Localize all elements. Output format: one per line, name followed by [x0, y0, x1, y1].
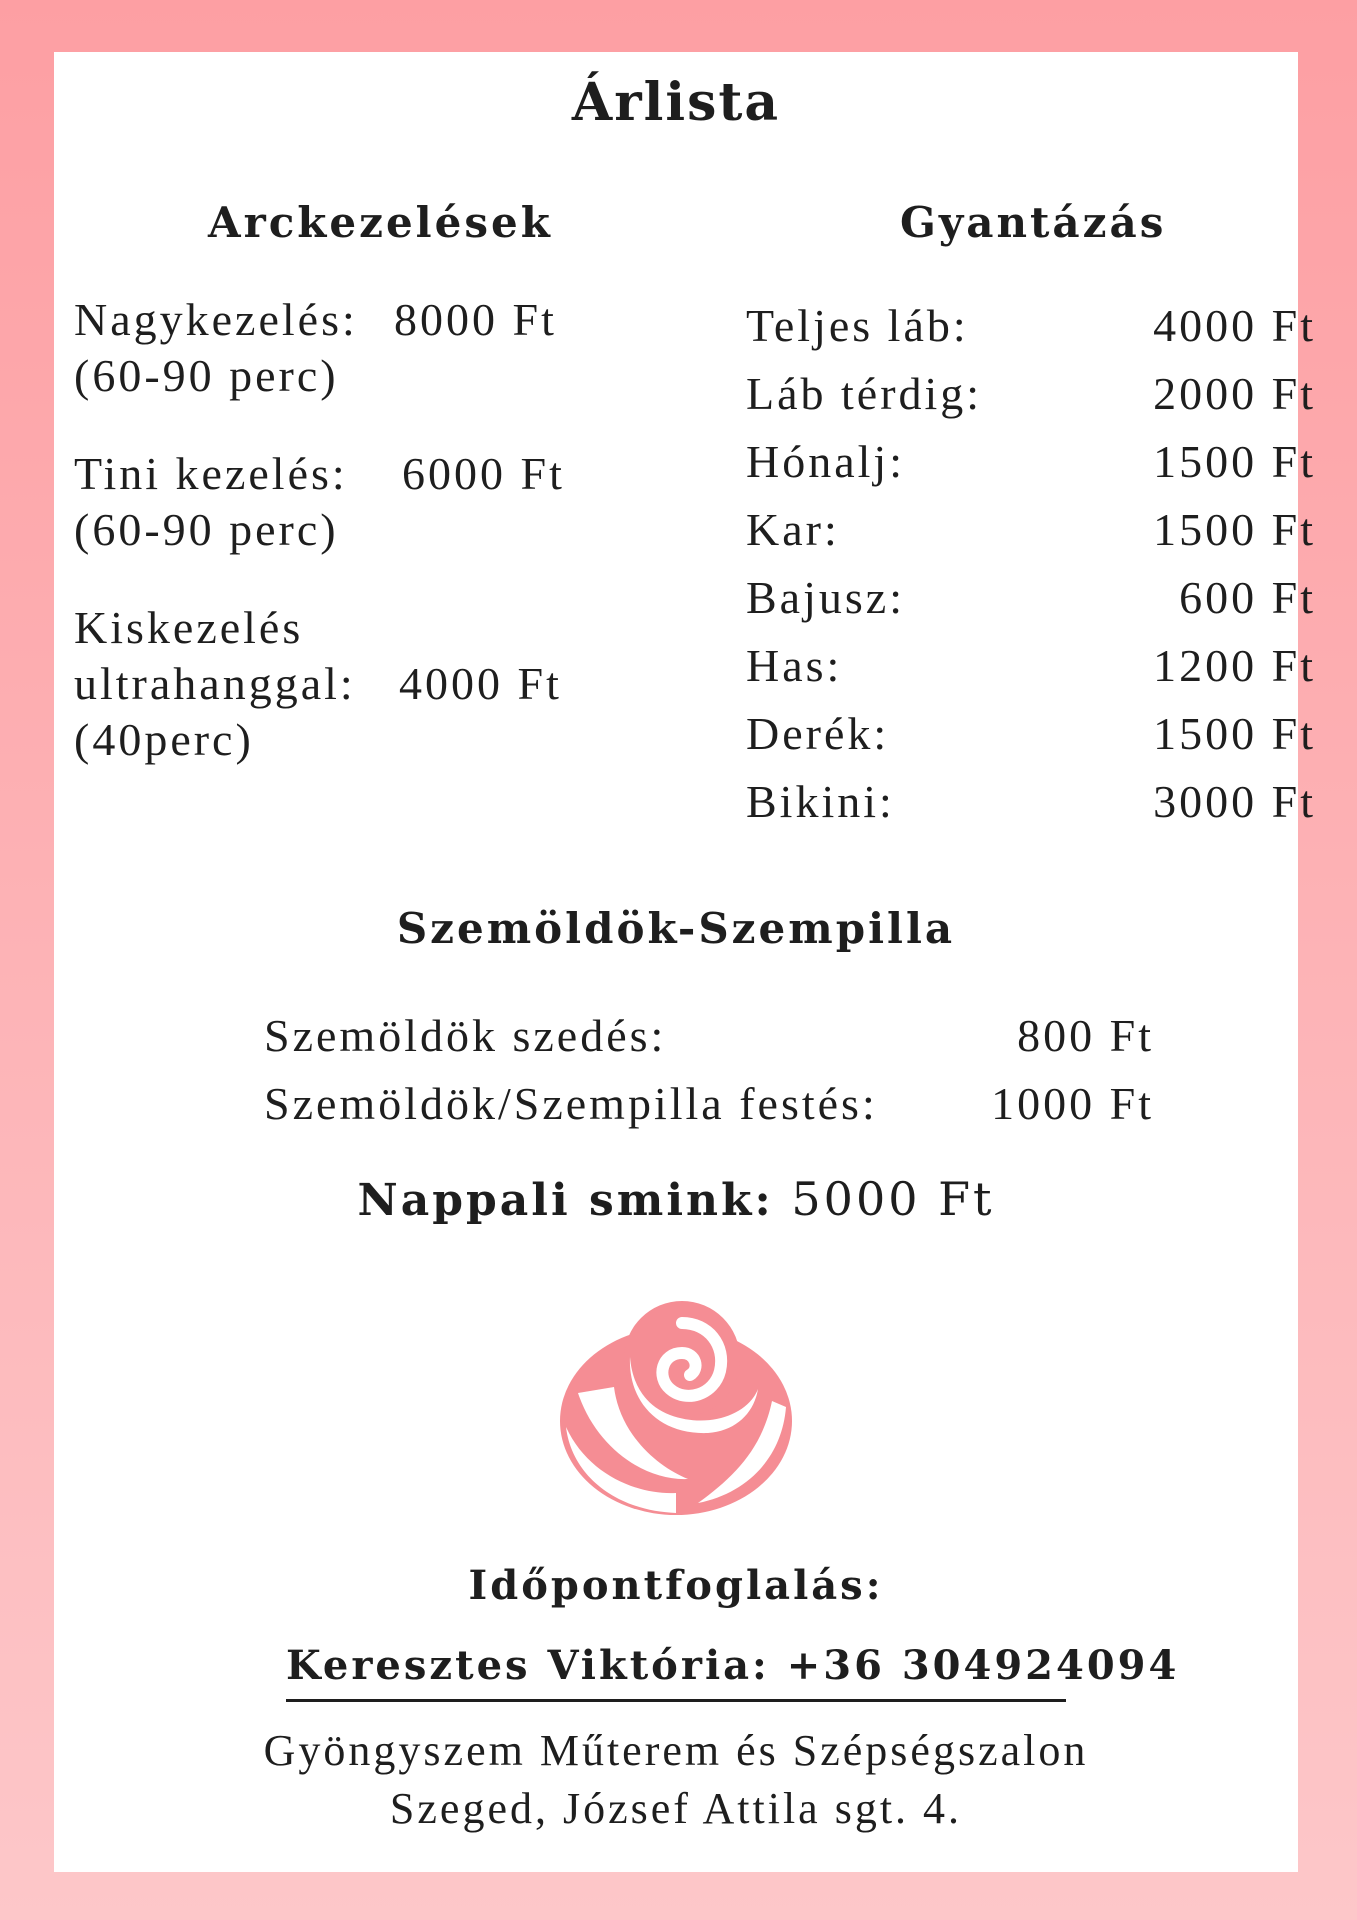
- waxing-row: [746, 564, 1316, 632]
- waxing-price: 3000 Ft: [1153, 776, 1316, 827]
- waxing-price: 1500 Ft: [1153, 436, 1316, 487]
- brows-row: [264, 1002, 1154, 1070]
- face-item-label-line1: Kiskezelés: [74, 602, 304, 653]
- face-item-price: 4000 Ft: [399, 658, 562, 709]
- price-list-sheet: [54, 52, 1316, 1872]
- waxing-row: [746, 292, 1316, 360]
- waxing-price: 600 Ft: [1179, 572, 1316, 623]
- waxing-label: Has:: [746, 640, 843, 691]
- booking-heading: Időpontfoglalás:: [468, 1562, 884, 1609]
- brows-label: Szemöldök/Szempilla festés:: [264, 1078, 878, 1129]
- waxing-label: Teljes láb:: [746, 300, 969, 351]
- waxing-row: [746, 428, 1316, 496]
- face-item-label: Tini kezelés:: [74, 448, 348, 499]
- makeup-price: 5000 Ft: [791, 1172, 995, 1226]
- salon-info: [54, 1722, 1298, 1838]
- waxing-price: 2000 Ft: [1153, 368, 1316, 419]
- face-item-label: Nagykezelés:: [74, 294, 358, 345]
- waxing-price: 1200 Ft: [1153, 640, 1316, 691]
- waxing-row: [746, 700, 1316, 768]
- rose-logo-icon: [558, 1297, 794, 1517]
- face-item-duration: (60-90 perc): [74, 504, 339, 555]
- waxing-price: 1500 Ft: [1153, 708, 1316, 759]
- salon-address: Szeged, József Attila sgt. 4.: [389, 1784, 963, 1833]
- waxing-row: [746, 360, 1316, 428]
- brows-label: Szemöldök szedés:: [264, 1010, 667, 1061]
- waxing-label: Láb térdig:: [746, 368, 983, 419]
- waxing-label: Bikini:: [746, 776, 895, 827]
- face-item-price: 6000 Ft: [402, 448, 565, 499]
- waxing-label: Hónalj:: [746, 436, 905, 487]
- face-item: [74, 292, 634, 404]
- face-item-price: 8000 Ft: [394, 294, 557, 345]
- face-item-label: ultrahanggal:: [74, 658, 356, 709]
- brows-list: [264, 1002, 1154, 1138]
- face-heading: Arckezelések: [208, 198, 553, 247]
- waxing-label: Kar:: [746, 504, 840, 555]
- brows-price: 1000 Ft: [991, 1078, 1154, 1129]
- waxing-price: 1500 Ft: [1153, 504, 1316, 555]
- brows-heading: Szemöldök-Szempilla: [396, 904, 956, 953]
- waxing-row: [746, 496, 1316, 564]
- face-item-duration: (40perc): [74, 714, 254, 765]
- makeup-label: Nappali smink:: [357, 1175, 774, 1226]
- waxing-label: Derék:: [746, 708, 890, 759]
- booking-contact: Keresztes Viktória: +36 304924094: [286, 1642, 1066, 1702]
- brows-row: [264, 1070, 1154, 1138]
- face-item: [74, 600, 634, 768]
- waxing-row: [746, 632, 1316, 700]
- waxing-label: Bajusz:: [746, 572, 905, 623]
- brows-price: 800 Ft: [1017, 1010, 1154, 1061]
- face-list: [74, 292, 634, 810]
- face-item-duration: (60-90 perc): [74, 350, 339, 401]
- salon-name: Gyöngyszem Műterem és Szépségszalon: [263, 1726, 1089, 1775]
- waxing-heading: Gyantázás: [900, 198, 1167, 247]
- page-title: Árlista: [571, 72, 781, 133]
- waxing-price: 4000 Ft: [1153, 300, 1316, 351]
- waxing-list: [746, 292, 1316, 836]
- face-item: [74, 446, 634, 558]
- makeup-line: [54, 1172, 1298, 1226]
- waxing-row: [746, 768, 1316, 836]
